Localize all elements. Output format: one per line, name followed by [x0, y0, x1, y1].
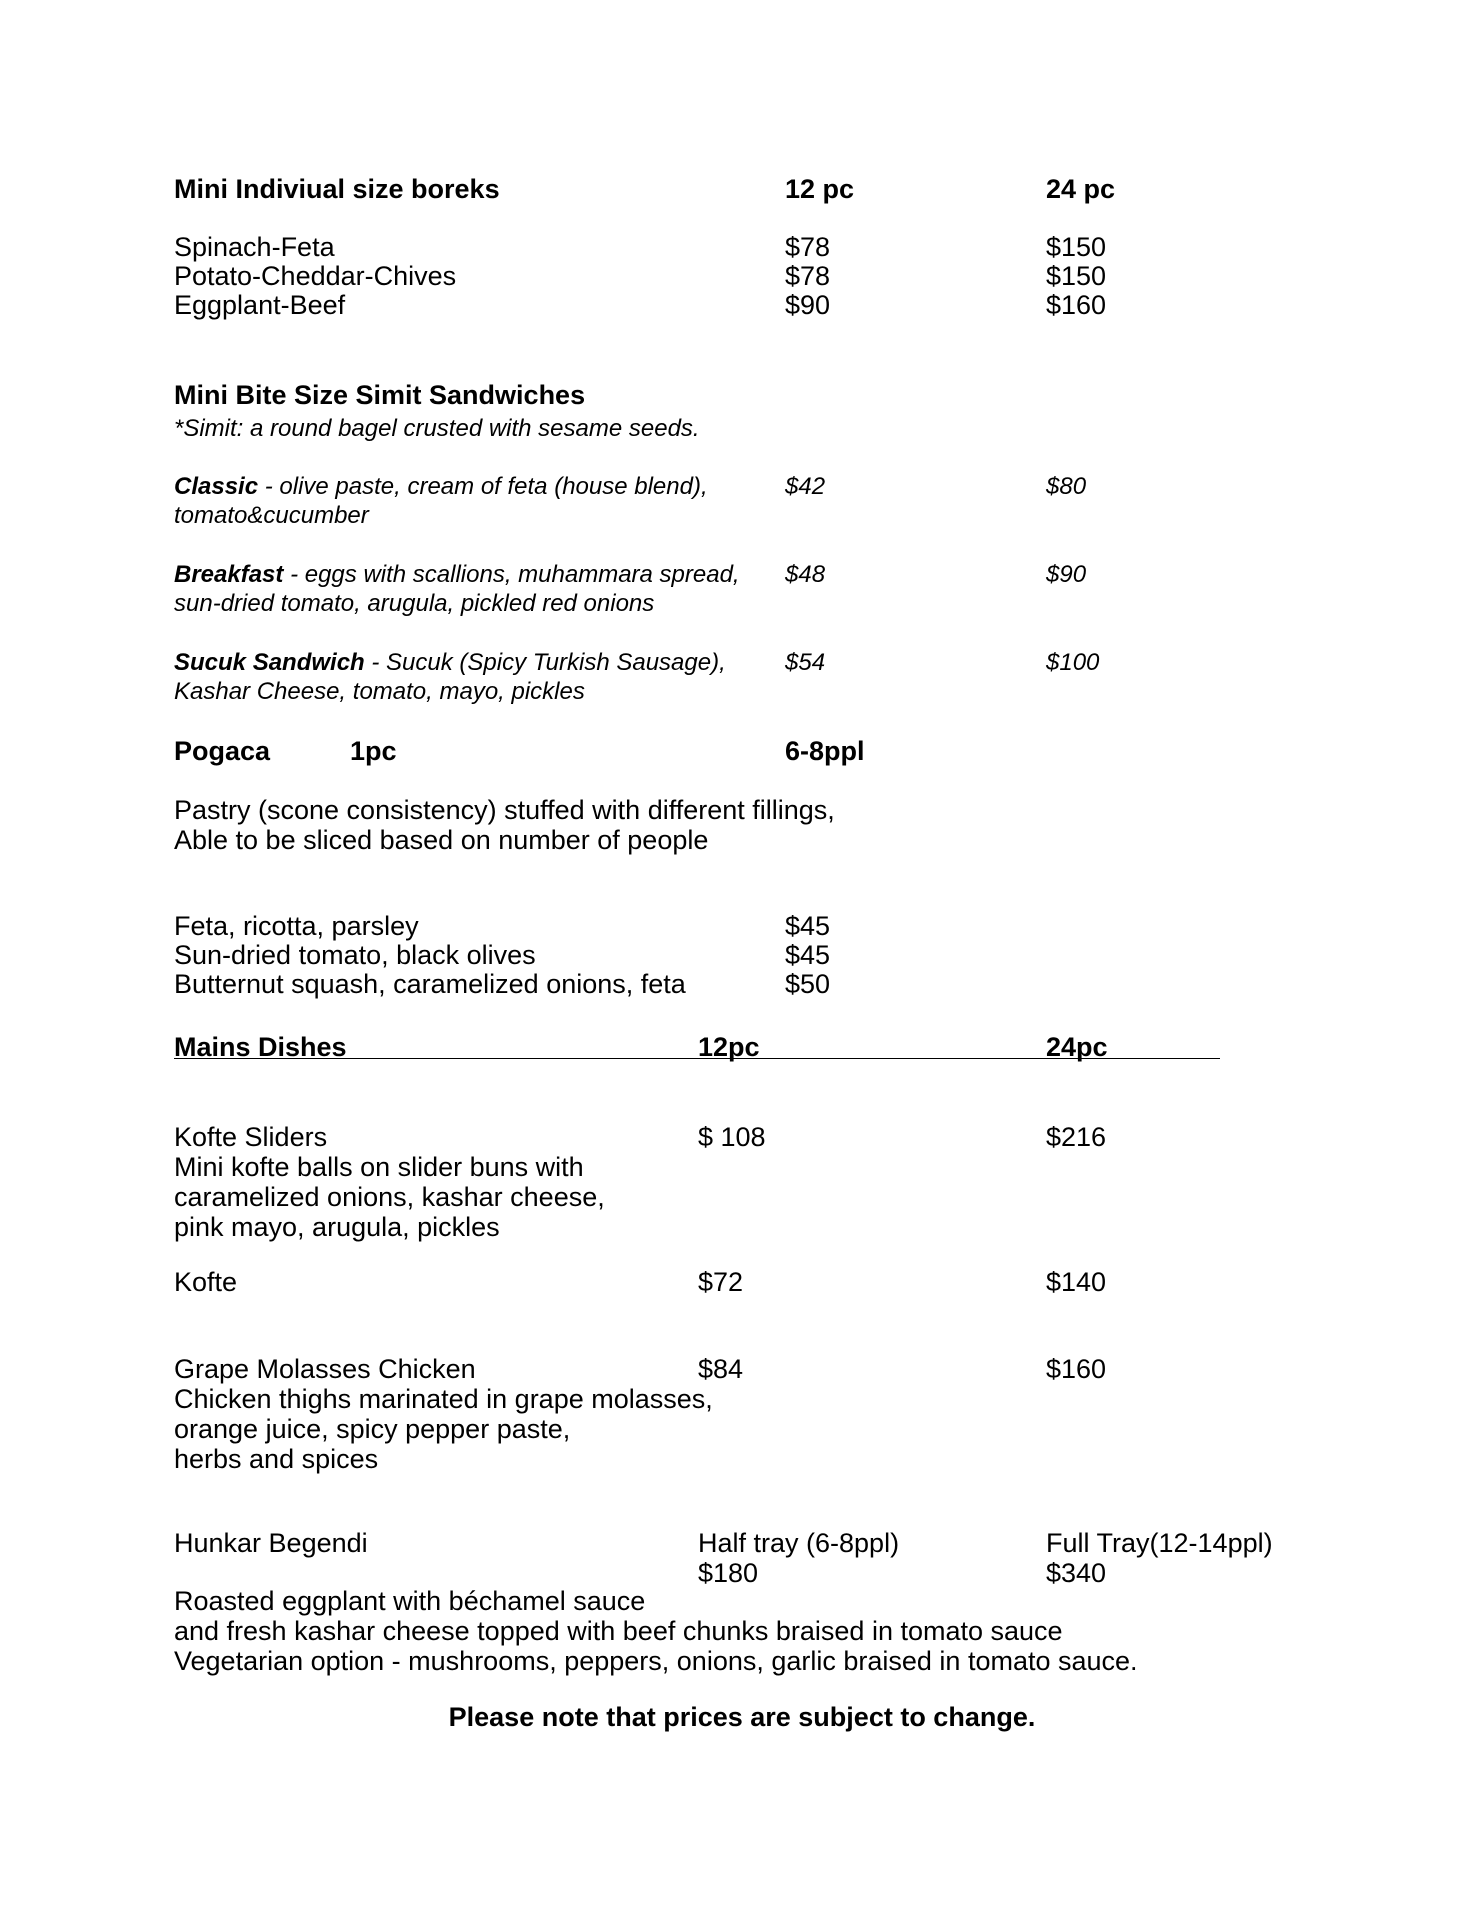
- pogaca-description: Pastry (scone consistency) stuffed with different fillings, Able to be sliced based on number of people: [174, 795, 835, 855]
- kofte-price-24: $140: [1046, 1267, 1107, 1297]
- simit-item-name: Breakfast: [174, 561, 284, 588]
- simit-item-price-24: $100: [1046, 649, 1100, 676]
- borek-item-name: Eggplant-Beef: [174, 290, 346, 320]
- pogaca-serves: 6-8ppl: [785, 736, 865, 766]
- kofte-sliders-name: Kofte Sliders: [174, 1122, 328, 1152]
- borek-item-name: Spinach-Feta: [174, 232, 335, 262]
- borek-item-name: Potato-Cheddar-Chives: [174, 261, 457, 291]
- simit-item-desc: Kashar Cheese, tomato, mayo, pickles: [174, 678, 585, 705]
- chicken-price-24: $160: [1046, 1354, 1107, 1384]
- chicken-item: Grape Molasses Chicken Chicken thighs marinated in grape molasses, orange juice, spicy pepper paste, herbs and spices: [174, 1354, 713, 1474]
- simit-item-desc: - olive paste, cream of feta (house blend),: [258, 473, 708, 500]
- borek-item-price-24: $150: [1046, 261, 1107, 291]
- kofte-name: Kofte: [174, 1267, 238, 1297]
- pogaca-item-price: $50: [785, 969, 831, 999]
- mains-col-12pc: 12pc: [698, 1032, 760, 1062]
- price-change-note: Please note that prices are subject to change.: [448, 1702, 1036, 1732]
- mains-col-24pc: 24pc: [1046, 1032, 1108, 1062]
- kofte-sliders-price-12: $ 108: [698, 1122, 766, 1152]
- simit-item-price-12: $42: [785, 473, 826, 500]
- simit-item-price-24: $90: [1046, 561, 1087, 588]
- hunkar-half-tray: Half tray (6-8ppl) $180: [698, 1528, 900, 1588]
- kofte-sliders-item: Kofte Sliders Mini kofte balls on slider buns with caramelized onions, kashar cheese, pink mayo, arugula, pickles: [174, 1122, 605, 1242]
- pogaca-item-name: Feta, ricotta, parsley: [174, 911, 419, 941]
- borek-item-price-12: $78: [785, 232, 831, 262]
- kofte-price-12: $72: [698, 1267, 744, 1297]
- simit-item-price-12: $54: [785, 649, 826, 676]
- borek-item-price-12: $90: [785, 290, 831, 320]
- pogaca-item-price: $45: [785, 940, 831, 970]
- simit-item-price-12: $48: [785, 561, 826, 588]
- borek-item-price-12: $78: [785, 261, 831, 291]
- boreks-col-24pc: 24 pc: [1046, 174, 1116, 204]
- pogaca-item-price: $45: [785, 911, 831, 941]
- simit-item-desc: sun-dried tomato, arugula, pickled red onions: [174, 590, 655, 617]
- chicken-price-12: $84: [698, 1354, 744, 1384]
- simit-item-price-24: $80: [1046, 473, 1087, 500]
- simit-title: Mini Bite Size Simit Sandwiches: [174, 380, 586, 410]
- kofte-sliders-price-24: $216: [1046, 1122, 1107, 1152]
- simit-item: [174, 560, 740, 618]
- pogaca-item-name: Sun-dried tomato, black olives: [174, 940, 536, 970]
- hunkar-full-tray: Full Tray(12-14ppl) $340: [1046, 1528, 1273, 1588]
- pogaca-item-name: Butternut squash, caramelized onions, feta: [174, 969, 686, 999]
- mains-title: Mains Dishes: [174, 1032, 347, 1062]
- hunkar-description: Roasted eggplant with béchamel sauce and fresh kashar cheese topped with beef chunks braised in tomato sauce Vegetarian option - mushrooms, peppers, onions, garlic braised in tomato sauce.: [174, 1586, 1138, 1676]
- boreks-title: Mini Indiviual size boreks: [174, 174, 500, 204]
- mains-header-underline: [174, 1058, 1220, 1059]
- chicken-name: Grape Molasses Chicken: [174, 1354, 476, 1384]
- hunkar-name: Hunkar Begendi: [174, 1528, 368, 1558]
- simit-item: [174, 648, 726, 706]
- pogaca-size: 1pc: [350, 736, 397, 766]
- simit-note: *Simit: a round bagel crusted with sesame seeds.: [174, 415, 700, 442]
- borek-item-price-24: $150: [1046, 232, 1107, 262]
- simit-item: [174, 472, 708, 530]
- simit-item-name: Sucuk Sandwich: [174, 649, 365, 676]
- borek-item-price-24: $160: [1046, 290, 1107, 320]
- boreks-col-12pc: 12 pc: [785, 174, 855, 204]
- pogaca-title: Pogaca: [174, 736, 271, 766]
- simit-item-desc: - Sucuk (Spicy Turkish Sausage),: [364, 649, 726, 676]
- simit-item-desc: tomato&cucumber: [174, 502, 369, 529]
- simit-item-name: Classic: [174, 473, 259, 500]
- simit-item-desc: - eggs with scallions, muhammara spread,: [283, 561, 740, 588]
